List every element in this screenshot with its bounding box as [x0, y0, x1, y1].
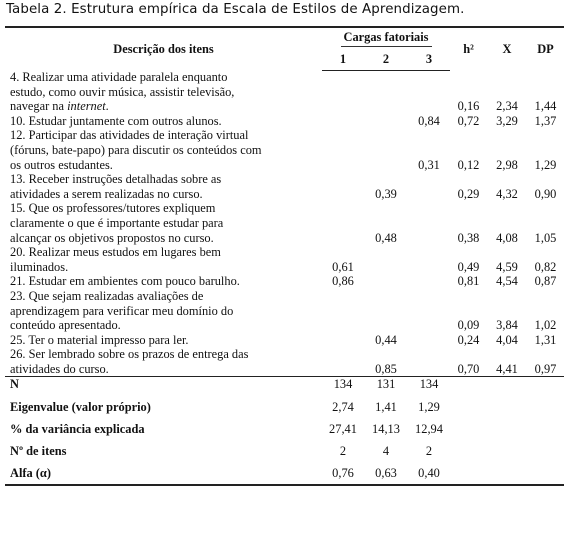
- loading-f2: 0,85: [375, 361, 397, 376]
- summary-f3: 1,29: [418, 400, 440, 415]
- table-row: [5, 128, 564, 172]
- summary-f2: 0,63: [364, 462, 408, 485]
- summary-row-alpha: [5, 462, 564, 485]
- sd: 1,31: [534, 332, 557, 347]
- table-row: [5, 274, 564, 289]
- table-row: [5, 333, 564, 348]
- mean: 4,04: [496, 332, 518, 347]
- mean: 4,32: [496, 186, 518, 201]
- communality: 0,24: [457, 332, 480, 347]
- summary-f2: 14,13: [372, 422, 400, 437]
- loading-f2: [364, 70, 408, 114]
- mean: 4,59: [496, 259, 518, 274]
- table-row: [5, 201, 564, 245]
- summary-f2: 131: [364, 377, 408, 397]
- sd: 1,05: [534, 230, 557, 245]
- summary-f3: 0,40: [408, 462, 450, 485]
- loading-f1: [322, 172, 364, 201]
- item-description: 20. Realizar meus estudos em lugares bem iluminados.: [10, 245, 221, 274]
- loading-f1: [322, 201, 364, 245]
- sd: 1,37: [534, 113, 557, 128]
- loading-f1: [322, 289, 364, 333]
- summary-row-items: [5, 440, 564, 462]
- loading-f2: [364, 245, 408, 274]
- loading-f3: 0,84: [418, 113, 440, 128]
- communality: 0,09: [457, 318, 480, 333]
- mean: 4,41: [496, 361, 518, 376]
- summary-label: Alfa (α): [5, 462, 322, 485]
- summary-f2: 4: [382, 444, 390, 459]
- sd: 1,02: [534, 318, 557, 333]
- summary-f1: 2,74: [332, 400, 354, 415]
- table-row: [5, 114, 564, 129]
- loading-f2: 0,39: [375, 186, 397, 201]
- loading-f3: [408, 289, 450, 333]
- loading-f1: [322, 333, 364, 348]
- loading-f2: [364, 128, 408, 172]
- loading-f2: 0,44: [375, 332, 397, 347]
- loading-f1: 0,86: [332, 274, 354, 289]
- sd: 1,29: [534, 157, 557, 172]
- loading-f2: [364, 114, 408, 129]
- mean: 4,54: [496, 274, 518, 289]
- item-description: 10. Estudar juntamente com outros alunos.: [10, 113, 222, 128]
- header-factor-2: 2: [364, 49, 408, 70]
- communality: 0,49: [457, 259, 480, 274]
- table-row: [5, 289, 564, 333]
- summary-f3: 2: [425, 444, 433, 459]
- summary-f3: 12,94: [415, 422, 443, 437]
- loading-f2: [364, 274, 408, 289]
- summary-label: Nº de itens: [10, 444, 67, 459]
- loading-f3: [408, 274, 450, 289]
- loading-f3: [408, 245, 450, 274]
- sd: 0,90: [534, 186, 557, 201]
- summary-label: Eigenvalue (valor próprio): [10, 400, 151, 415]
- item-description: 4. Realizar uma atividade paralela enquanto estudo, como ouvir música, assistir televisão, navegar na internet.: [10, 70, 235, 114]
- loading-f1: [322, 128, 364, 172]
- item-description: 12. Participar das atividades de interação virtual (fóruns, bate-papo) para discutir os conteúdos com os outros estudantes.: [10, 128, 262, 172]
- item-description: 26. Ser lembrado sobre os prazos de entrega das atividades do curso.: [10, 347, 249, 376]
- mean: 3,29: [496, 113, 518, 128]
- factor-structure-table: [5, 26, 564, 486]
- items-body: [5, 70, 564, 485]
- loading-f1: [322, 347, 364, 377]
- loading-f3: [408, 201, 450, 245]
- item-description: 25. Ter o material impresso para ler.: [10, 332, 189, 347]
- loading-f3: [408, 333, 450, 348]
- sd: 0,82: [534, 259, 557, 274]
- communality: 0,72: [457, 113, 480, 128]
- summary-label: N: [5, 377, 322, 397]
- summary-f1: 0,76: [322, 462, 364, 485]
- communality: 0,29: [457, 186, 480, 201]
- table-row: [5, 172, 564, 201]
- table-row: [5, 245, 564, 274]
- loading-f1: [322, 114, 364, 129]
- mean: 2,98: [496, 157, 518, 172]
- loading-f3: [408, 172, 450, 201]
- communality: 0,16: [457, 99, 480, 114]
- summary-f1: 134: [322, 377, 364, 397]
- summary-f1: 2: [339, 444, 347, 459]
- table-caption: Tabela 2. Estrutura empírica da Escala de Estilos de Aprendizagem.: [6, 2, 465, 17]
- communality: 0,81: [457, 274, 480, 289]
- communality: 0,70: [457, 361, 480, 376]
- sd: 0,87: [534, 274, 557, 289]
- summary-f3: 134: [408, 377, 450, 397]
- item-description: 23. Que sejam realizadas avaliações de aprendizagem para verificar meu domínio do conteúdo apresentado.: [10, 288, 234, 333]
- loading-f2: 0,48: [375, 230, 397, 245]
- mean: 4,08: [496, 230, 518, 245]
- header-factor-3: 3: [408, 49, 450, 70]
- summary-row-eigenvalue: [5, 396, 564, 418]
- loading-f3: [408, 347, 450, 377]
- header-description: Descrição dos itens: [5, 27, 322, 70]
- sd: 0,97: [534, 361, 557, 376]
- header-h2: h²: [450, 27, 487, 70]
- sd: 1,44: [534, 99, 557, 114]
- header-factor-group-label: Cargas fatoriais: [341, 30, 432, 47]
- header-mean: X: [487, 27, 527, 70]
- item-description: 15. Que os professores/tutores expliquem claramente o que é importante estudar para alcançar os objetivos propostos no curso.: [10, 201, 224, 245]
- summary-label: % da variância explicada: [10, 422, 145, 437]
- loading-f2: [364, 289, 408, 333]
- communality: 0,38: [457, 230, 480, 245]
- item-description: 13. Receber instruções detalhadas sobre as atividades a serem realizadas no curso.: [10, 172, 222, 201]
- table-row: [5, 70, 564, 114]
- communality: 0,12: [457, 157, 480, 172]
- item-description: 21. Estudar em ambientes com pouco barulho.: [10, 274, 240, 289]
- loading-f3: 0,31: [418, 157, 440, 172]
- summary-f1: 27,41: [329, 422, 357, 437]
- header-factor-group: [322, 27, 450, 49]
- summary-row-variance: [5, 418, 564, 440]
- summary-row-n: [5, 377, 564, 397]
- table-row: [5, 347, 564, 377]
- loading-f1: [322, 70, 364, 114]
- mean: 3,84: [496, 318, 518, 333]
- summary-f2: 1,41: [375, 400, 397, 415]
- mean: 2,34: [496, 99, 518, 114]
- header-factor-1: 1: [322, 49, 364, 70]
- loading-f3: [408, 70, 450, 114]
- loading-f1: 0,61: [332, 259, 354, 274]
- header-sd: DP: [527, 27, 564, 70]
- italic-term: internet: [67, 99, 106, 114]
